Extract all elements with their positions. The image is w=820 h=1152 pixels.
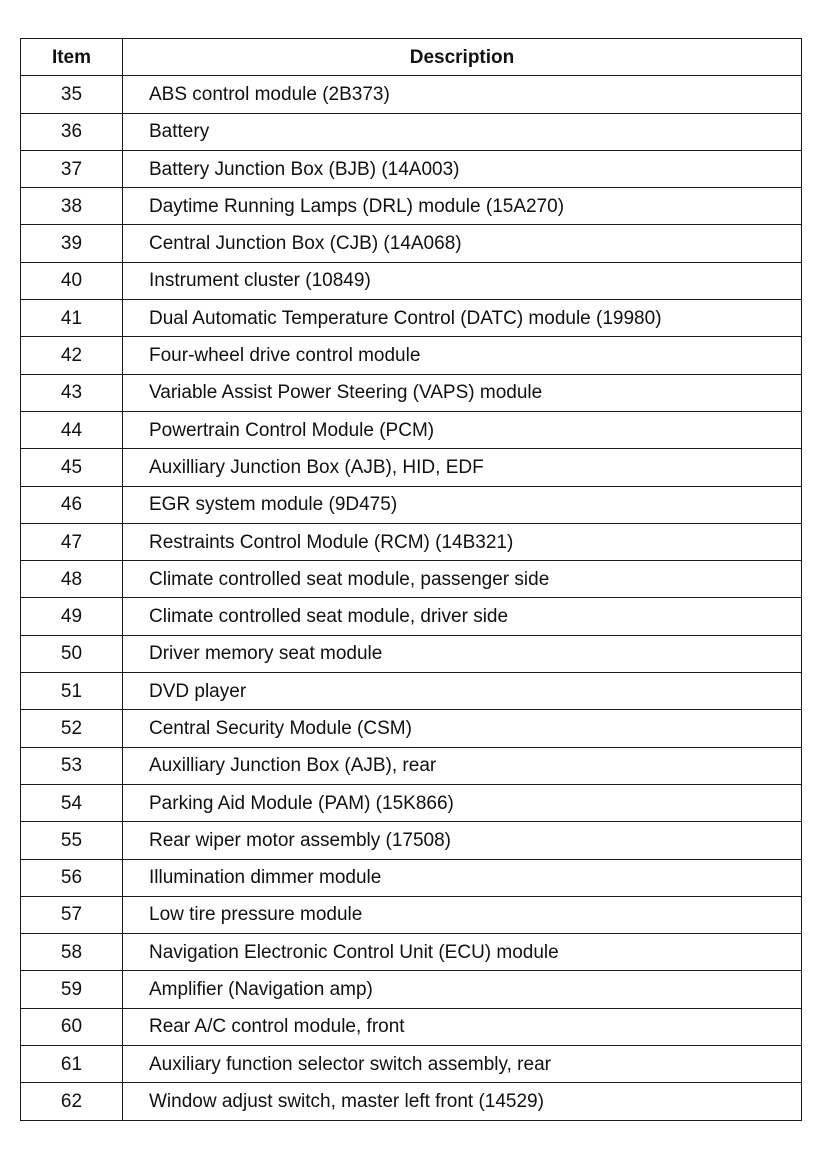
description-cell: Climate controlled seat module, driver side [123,598,802,635]
description-cell: Rear wiper motor assembly (17508) [123,822,802,859]
table-row [21,822,802,859]
description-cell: Rear A/C control module, front [123,1008,802,1045]
table-row [21,561,802,598]
table-header [21,39,802,76]
description-cell: Illumination dimmer module [123,859,802,896]
description-cell: Parking Aid Module (PAM) (15K866) [123,784,802,821]
description-cell: Daytime Running Lamps (DRL) module (15A270) [123,188,802,225]
description-cell: Central Security Module (CSM) [123,710,802,747]
table-row [21,747,802,784]
item-number-cell: 47 [21,523,123,560]
item-number-cell: 41 [21,300,123,337]
table-row [21,150,802,187]
description-cell: Restraints Control Module (RCM) (14B321) [123,523,802,560]
description-column-header: Description [123,39,802,76]
item-column-header: Item [21,39,123,76]
description-cell: EGR system module (9D475) [123,486,802,523]
description-cell: Four-wheel drive control module [123,337,802,374]
table-row [21,710,802,747]
item-number-cell: 49 [21,598,123,635]
table-row [21,449,802,486]
item-number-cell: 46 [21,486,123,523]
table-row [21,523,802,560]
item-number-cell: 50 [21,635,123,672]
description-cell: Battery [123,113,802,150]
table-row [21,673,802,710]
description-cell: Dual Automatic Temperature Control (DATC) module (19980) [123,300,802,337]
table-body [21,76,802,1120]
item-number-cell: 57 [21,896,123,933]
description-cell: DVD player [123,673,802,710]
description-cell: Navigation Electronic Control Unit (ECU) module [123,934,802,971]
item-number-cell: 37 [21,150,123,187]
item-number-cell: 44 [21,411,123,448]
table-row [21,1083,802,1120]
item-number-cell: 60 [21,1008,123,1045]
table-row [21,486,802,523]
table-row [21,225,802,262]
table-row [21,262,802,299]
item-number-cell: 54 [21,784,123,821]
item-number-cell: 53 [21,747,123,784]
description-cell: Powertrain Control Module (PCM) [123,411,802,448]
item-number-cell: 42 [21,337,123,374]
description-cell: Auxilliary Junction Box (AJB), rear [123,747,802,784]
item-number-cell: 38 [21,188,123,225]
item-number-cell: 35 [21,76,123,113]
description-cell: Amplifier (Navigation amp) [123,971,802,1008]
item-number-cell: 43 [21,374,123,411]
description-cell: Instrument cluster (10849) [123,262,802,299]
table-row [21,896,802,933]
table-row [21,300,802,337]
table-row [21,598,802,635]
header-row [21,39,802,76]
item-description-table [20,38,802,1121]
table-row [21,76,802,113]
table-row [21,784,802,821]
item-number-cell: 56 [21,859,123,896]
item-number-cell: 62 [21,1083,123,1120]
table-row [21,188,802,225]
table-row [21,113,802,150]
item-number-cell: 36 [21,113,123,150]
table-row [21,337,802,374]
item-number-cell: 52 [21,710,123,747]
description-cell: Window adjust switch, master left front (14529) [123,1083,802,1120]
item-number-cell: 59 [21,971,123,1008]
item-number-cell: 58 [21,934,123,971]
description-cell: Auxiliary function selector switch assembly, rear [123,1046,802,1083]
table-row [21,1008,802,1045]
table-row [21,635,802,672]
description-cell: ABS control module (2B373) [123,76,802,113]
table-row [21,859,802,896]
item-number-cell: 51 [21,673,123,710]
table-row [21,411,802,448]
description-cell: Climate controlled seat module, passenger side [123,561,802,598]
description-cell: Central Junction Box (CJB) (14A068) [123,225,802,262]
table-row [21,971,802,1008]
description-cell: Driver memory seat module [123,635,802,672]
item-number-cell: 55 [21,822,123,859]
item-number-cell: 39 [21,225,123,262]
item-number-cell: 48 [21,561,123,598]
table-row [21,374,802,411]
description-cell: Battery Junction Box (BJB) (14A003) [123,150,802,187]
item-number-cell: 45 [21,449,123,486]
item-number-cell: 61 [21,1046,123,1083]
description-cell: Low tire pressure module [123,896,802,933]
table-row [21,1046,802,1083]
item-number-cell: 40 [21,262,123,299]
table-row [21,934,802,971]
description-cell: Variable Assist Power Steering (VAPS) module [123,374,802,411]
description-cell: Auxilliary Junction Box (AJB), HID, EDF [123,449,802,486]
